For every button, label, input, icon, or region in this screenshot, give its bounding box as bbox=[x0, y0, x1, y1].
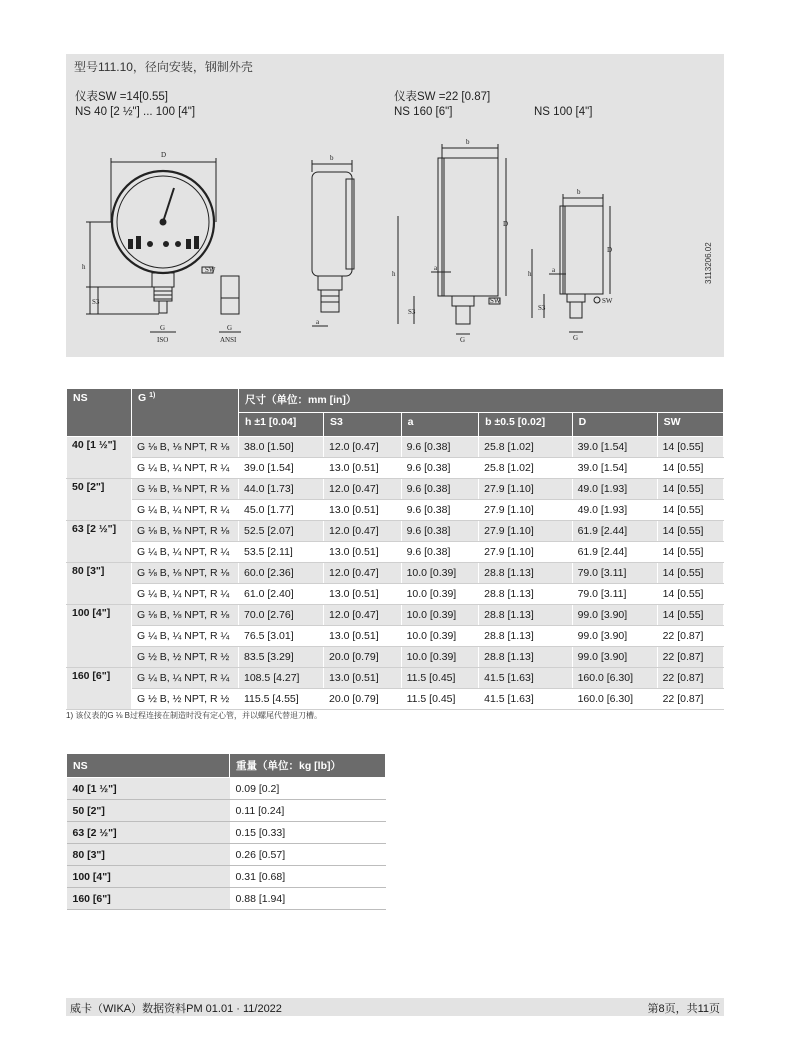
dimension-cell: 9.6 [0.38] bbox=[401, 479, 479, 500]
dimension-cell: 25.8 [1.02] bbox=[479, 437, 572, 458]
table-row bbox=[67, 584, 724, 605]
dimension-cell: 60.0 [2.36] bbox=[239, 563, 324, 584]
dim-b-ns100-label: b bbox=[577, 188, 581, 196]
sw-label-ns100: SW bbox=[602, 297, 613, 305]
weight-ns-cell: 40 [1 ½"] bbox=[67, 778, 230, 800]
technical-drawing-panel bbox=[66, 54, 724, 357]
dimension-cell: 14 [0.55] bbox=[657, 479, 723, 500]
dimension-cell: 99.0 [3.90] bbox=[572, 605, 657, 626]
drawing-code: 3113206.02 bbox=[704, 242, 713, 284]
dimension-cell: 9.6 [0.38] bbox=[401, 521, 479, 542]
dim-col-header: b ±0.5 [0.02] bbox=[479, 413, 572, 437]
dimension-cell: 44.0 [1.73] bbox=[239, 479, 324, 500]
connection-cell: G ⅛ B, ⅛ NPT, R ⅛ bbox=[132, 479, 239, 500]
dimension-cell: 83.5 [3.29] bbox=[239, 647, 324, 668]
dimension-cell: 76.5 [3.01] bbox=[239, 626, 324, 647]
dimension-cell: 25.8 [1.02] bbox=[479, 458, 572, 479]
dimension-cell: 14 [0.55] bbox=[657, 563, 723, 584]
connection-cell: G ⅛ B, ⅛ NPT, R ⅛ bbox=[132, 437, 239, 458]
g-header: G $^{1)}$ bbox=[132, 389, 239, 437]
dimension-cell: 27.9 [1.10] bbox=[479, 500, 572, 521]
dimension-cell: 39.0 [1.54] bbox=[239, 458, 324, 479]
connection-cell: G ¼ B, ¼ NPT, R ¼ bbox=[132, 584, 239, 605]
dimension-cell: 28.8 [1.13] bbox=[479, 647, 572, 668]
ansi-label: ANSI bbox=[220, 336, 237, 344]
dim-d-label: D bbox=[161, 151, 167, 159]
dimension-cell: 13.0 [0.51] bbox=[324, 584, 402, 605]
dimension-cell: 14 [0.55] bbox=[657, 458, 723, 479]
ns-cell: 50 [2"] bbox=[67, 479, 132, 521]
dim-s3-ns100-label: S3 bbox=[538, 304, 546, 312]
dimension-cell: 12.0 [0.47] bbox=[324, 605, 402, 626]
dim-col-header: D bbox=[572, 413, 657, 437]
dimension-cell: 10.0 [0.39] bbox=[401, 584, 479, 605]
dimension-cell: 11.5 [0.45] bbox=[401, 668, 479, 689]
connection-cell: G ¼ B, ¼ NPT, R ¼ bbox=[132, 458, 239, 479]
connection-cell: G ¼ B, ¼ NPT, R ¼ bbox=[132, 542, 239, 563]
right-gauge-ns160-label: NS 160 [6"] bbox=[394, 106, 453, 118]
dimension-cell: 99.0 [3.90] bbox=[572, 647, 657, 668]
dimension-cell: 70.0 [2.76] bbox=[239, 605, 324, 626]
dimension-cell: 10.0 [0.39] bbox=[401, 605, 479, 626]
weight-row bbox=[67, 800, 386, 822]
dimension-cell: 13.0 [0.51] bbox=[324, 626, 402, 647]
weight-value-cell: 0.09 [0.2] bbox=[230, 778, 386, 800]
dimension-cell: 14 [0.55] bbox=[657, 605, 723, 626]
table-row bbox=[67, 668, 724, 689]
dimension-cell: 10.0 [0.39] bbox=[401, 563, 479, 584]
dimension-cell: 20.0 [0.79] bbox=[324, 689, 402, 710]
dimension-cell: 53.5 [2.11] bbox=[239, 542, 324, 563]
dimension-cell: 115.5 [4.55] bbox=[239, 689, 324, 710]
dim-d-ns160-label: D bbox=[503, 220, 509, 228]
dimension-cell: 28.8 [1.13] bbox=[479, 584, 572, 605]
dimension-cell: 13.0 [0.51] bbox=[324, 542, 402, 563]
weight-ns-cell: 100 [4"] bbox=[67, 866, 230, 888]
dimension-cell: 9.6 [0.38] bbox=[401, 437, 479, 458]
dimension-cell: 28.8 [1.13] bbox=[479, 605, 572, 626]
dim-d-ns100-label: D bbox=[607, 246, 613, 254]
iso-label: ISO bbox=[157, 336, 169, 344]
dimension-cell: 11.5 [0.45] bbox=[401, 689, 479, 710]
dimension-cell: 14 [0.55] bbox=[657, 521, 723, 542]
weight-row bbox=[67, 822, 386, 844]
weight-ns-cell: 160 [6"] bbox=[67, 888, 230, 910]
connection-cell: G ½ B, ½ NPT, R ½ bbox=[132, 689, 239, 710]
gauge-dimension-drawings bbox=[66, 54, 724, 357]
dim-g-ns160-label: G bbox=[460, 336, 466, 344]
dimension-cell: 61.9 [2.44] bbox=[572, 542, 657, 563]
dimension-cell: 12.0 [0.47] bbox=[324, 563, 402, 584]
weight-ns-cell: 80 [3"] bbox=[67, 844, 230, 866]
dimension-cell: 52.5 [2.07] bbox=[239, 521, 324, 542]
dim-b-side-label: b bbox=[330, 154, 334, 162]
table-row bbox=[67, 521, 724, 542]
dimension-cell: 22 [0.87] bbox=[657, 647, 723, 668]
dimension-cell: 160.0 [6.30] bbox=[572, 689, 657, 710]
dimension-cell: 28.8 [1.13] bbox=[479, 626, 572, 647]
left-gauge-sw-label: 仪表SW =14[0.55] bbox=[75, 91, 168, 103]
weight-value-cell: 0.26 [0.57] bbox=[230, 844, 386, 866]
dim-b-ns160-label: b bbox=[466, 138, 470, 146]
dim-s3-label: S3 bbox=[92, 298, 100, 306]
dimension-cell: 10.0 [0.39] bbox=[401, 647, 479, 668]
dimensions-group-header: 尺寸（单位：mm [in]） bbox=[239, 389, 724, 413]
weight-value-cell: 0.11 [0.24] bbox=[230, 800, 386, 822]
dim-h-ns160-label: h bbox=[392, 270, 396, 278]
dim-col-header: SW bbox=[657, 413, 723, 437]
dimension-cell: 27.9 [1.10] bbox=[479, 542, 572, 563]
footnote: 1) 该仪表的G ⅛ B过程连接在制造时没有定心管，并以螺尾代替退刀槽。 bbox=[66, 711, 323, 720]
dimension-cell: 27.9 [1.10] bbox=[479, 479, 572, 500]
dim-g-ns100-label: G bbox=[573, 334, 579, 342]
connection-cell: G ¼ B, ¼ NPT, R ¼ bbox=[132, 626, 239, 647]
connection-cell: G ⅛ B, ⅛ NPT, R ⅛ bbox=[132, 521, 239, 542]
dimension-cell: 22 [0.87] bbox=[657, 626, 723, 647]
dimension-cell: 12.0 [0.47] bbox=[324, 479, 402, 500]
dimension-cell: 12.0 [0.47] bbox=[324, 437, 402, 458]
dimension-cell: 13.0 [0.51] bbox=[324, 500, 402, 521]
weight-row bbox=[67, 866, 386, 888]
weight-row bbox=[67, 888, 386, 910]
dimension-cell: 12.0 [0.47] bbox=[324, 521, 402, 542]
weight-row bbox=[67, 778, 386, 800]
table-row bbox=[67, 626, 724, 647]
dim-h-label: h bbox=[82, 263, 86, 271]
table-row bbox=[67, 647, 724, 668]
table-row bbox=[67, 542, 724, 563]
table-row bbox=[67, 437, 724, 458]
weight-value-cell: 0.88 [1.94] bbox=[230, 888, 386, 910]
dimension-cell: 14 [0.55] bbox=[657, 542, 723, 563]
sw-label-ns160: SW bbox=[490, 297, 501, 305]
dimension-cell: 49.0 [1.93] bbox=[572, 479, 657, 500]
table-row bbox=[67, 689, 724, 710]
ns-cell: 63 [2 ½"] bbox=[67, 521, 132, 563]
dimension-cell: 41.5 [1.63] bbox=[479, 689, 572, 710]
dimension-cell: 45.0 [1.77] bbox=[239, 500, 324, 521]
connection-cell: G ½ B, ½ NPT, R ½ bbox=[132, 647, 239, 668]
dimension-cell: 108.5 [4.27] bbox=[239, 668, 324, 689]
dimension-cell: 14 [0.55] bbox=[657, 584, 723, 605]
dim-a-ns160-label: a bbox=[434, 264, 438, 272]
right-gauge-sw-label: 仪表SW =22 [0.87] bbox=[394, 91, 491, 103]
model-title: 型号111.10，径向安装，钢制外壳 bbox=[74, 60, 253, 74]
page-footer bbox=[66, 998, 724, 1016]
dimension-cell: 22 [0.87] bbox=[657, 668, 723, 689]
footer-doc-title: 威卡（WIKA）数据资料PM 01.01 · 11/2022 bbox=[70, 1003, 282, 1015]
dim-a-side-label: a bbox=[316, 318, 320, 326]
dimension-cell: 41.5 [1.63] bbox=[479, 668, 572, 689]
weight-table bbox=[66, 753, 386, 910]
table-row bbox=[67, 500, 724, 521]
connection-cell: G ⅛ B, ⅛ NPT, R ⅛ bbox=[132, 563, 239, 584]
side-view-gauge bbox=[312, 160, 354, 326]
ns-cell: 40 [1 ½"] bbox=[67, 437, 132, 479]
dimension-cell: 28.8 [1.13] bbox=[479, 563, 572, 584]
dimension-cell: 9.6 [0.38] bbox=[401, 500, 479, 521]
weight-ns-cell: 63 [2 ½"] bbox=[67, 822, 230, 844]
connection-cell: G ¼ B, ¼ NPT, R ¼ bbox=[132, 668, 239, 689]
gauge-dial-marks bbox=[128, 236, 199, 249]
right-gauge-ns100-label: NS 100 [4"] bbox=[534, 106, 593, 118]
weight-header: 重量（单位：kg [lb]） bbox=[230, 754, 386, 778]
dimension-cell: 27.9 [1.10] bbox=[479, 521, 572, 542]
dimensions-table bbox=[66, 388, 724, 710]
dim-s3-ns160-label: S3 bbox=[408, 308, 416, 316]
left-gauge-ns-label: NS 40 [2 ½"] ... 100 [4"] bbox=[75, 106, 196, 118]
dimension-cell: 61.9 [2.44] bbox=[572, 521, 657, 542]
table-row bbox=[67, 563, 724, 584]
dimension-cell: 49.0 [1.93] bbox=[572, 500, 657, 521]
dim-col-header: a bbox=[401, 413, 479, 437]
ns-header: NS bbox=[67, 389, 132, 437]
dimension-cell: 38.0 [1.50] bbox=[239, 437, 324, 458]
weight-value-cell: 0.15 [0.33] bbox=[230, 822, 386, 844]
sw-label-front: SW bbox=[205, 266, 216, 274]
dimension-cell: 13.0 [0.51] bbox=[324, 458, 402, 479]
dimension-cell: 9.6 [0.38] bbox=[401, 458, 479, 479]
dimension-cell: 20.0 [0.79] bbox=[324, 647, 402, 668]
ns160-side-view bbox=[398, 144, 509, 334]
ns-cell: 160 [6"] bbox=[67, 668, 132, 710]
footer-page-number: 第8页，共11页 bbox=[647, 1003, 720, 1015]
dimension-cell: 99.0 [3.90] bbox=[572, 626, 657, 647]
weight-row bbox=[67, 844, 386, 866]
dim-a-ns100-label: a bbox=[552, 266, 556, 274]
dimension-cell: 79.0 [3.11] bbox=[572, 563, 657, 584]
dim-col-header: S3 bbox=[324, 413, 402, 437]
dimension-cell: 9.6 [0.38] bbox=[401, 542, 479, 563]
dim-g-ansi-label: G bbox=[227, 324, 233, 332]
dimension-cell: 14 [0.55] bbox=[657, 500, 723, 521]
dimension-cell: 39.0 [1.54] bbox=[572, 437, 657, 458]
weight-value-cell: 0.31 [0.68] bbox=[230, 866, 386, 888]
table-row bbox=[67, 605, 724, 626]
dimension-cell: 14 [0.55] bbox=[657, 437, 723, 458]
dimension-cell: 39.0 [1.54] bbox=[572, 458, 657, 479]
connection-cell: G ¼ B, ¼ NPT, R ¼ bbox=[132, 500, 239, 521]
dimension-cell: 10.0 [0.39] bbox=[401, 626, 479, 647]
dimension-cell: 160.0 [6.30] bbox=[572, 668, 657, 689]
weight-ns-cell: 50 [2"] bbox=[67, 800, 230, 822]
dim-col-header: h ±1 [0.04] bbox=[239, 413, 324, 437]
dim-h-ns100-label: h bbox=[528, 270, 532, 278]
weight-ns-header: NS bbox=[67, 754, 230, 778]
dim-g-iso-label: G bbox=[160, 324, 166, 332]
table-row bbox=[67, 479, 724, 500]
dimension-cell: 13.0 [0.51] bbox=[324, 668, 402, 689]
table-row bbox=[67, 458, 724, 479]
ns-cell: 100 [4"] bbox=[67, 605, 132, 668]
dimension-cell: 79.0 [3.11] bbox=[572, 584, 657, 605]
dimension-cell: 61.0 [2.40] bbox=[239, 584, 324, 605]
ns-cell: 80 [3"] bbox=[67, 563, 132, 605]
connection-cell: G ⅛ B, ⅛ NPT, R ⅛ bbox=[132, 605, 239, 626]
dimension-cell: 22 [0.87] bbox=[657, 689, 723, 710]
